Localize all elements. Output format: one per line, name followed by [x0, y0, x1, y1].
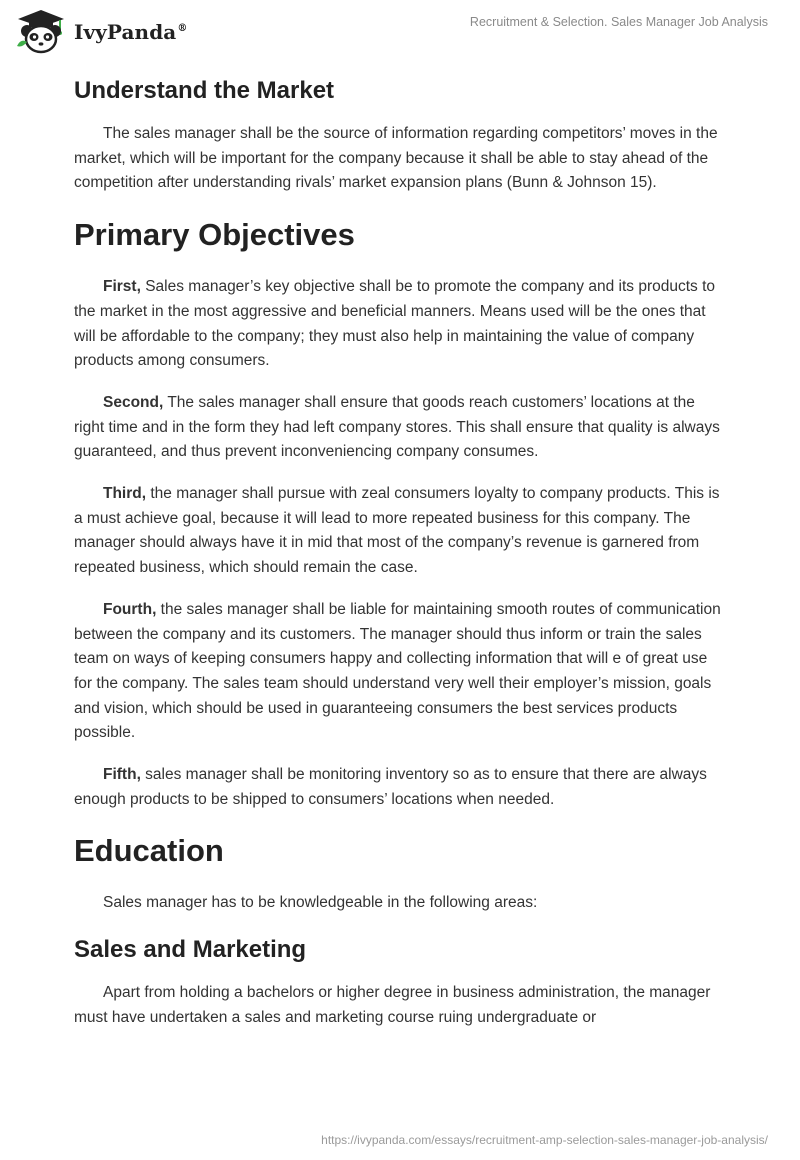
paragraph-market: The sales manager shall be the source of information regarding competitors’ moves in the market, which will be important for the company because it shall be able to stay ahead of the competition after understanding rivals’ market expansion plans (Bunn & Johnson 15). — [74, 125, 718, 192]
objective-first-lead: First, — [103, 278, 141, 296]
objective-third — [74, 482, 724, 581]
page-header — [0, 0, 800, 60]
objective-fifth — [74, 763, 724, 812]
heading-primary-objectives: Primary Objectives — [74, 217, 355, 253]
source-url[interactable]: https://ivypanda.com/essays/recruitment-amp-selection-sales-manager-job-analysis/ — [321, 1133, 768, 1147]
objective-fifth-text: sales manager shall be monitoring inventory so as to ensure that there are always enough products to be shipped to consumers’ locations when needed. — [74, 766, 707, 808]
heading-sales-marketing: Sales and Marketing — [74, 936, 307, 964]
document-title: Recruitment & Selection. Sales Manager Job Analysis — [469, 15, 768, 29]
objective-fourth-lead: Fourth, — [103, 600, 157, 618]
paragraph-sales-marketing: Apart from holding a bachelors or higher degree in business administration, the manager must have undertaken a sales and marketing course ruing undergraduate or — [74, 984, 711, 1026]
ivypanda-logo[interactable] — [14, 8, 187, 54]
objective-third-text: the manager shall pursue with zeal consumers loyalty to company products. This is a must achieve goal, because it will lead to more repeated business for this company. The manager should always have it in mid that most of the company’s revenue is garnered from repeated business, which should remain the case. — [74, 485, 720, 577]
objective-fourth-text: the sales manager shall be liable for maintaining smooth routes of communication between the company and its customers. The manager should thus inform or train the sales team on ways of keeping consumers happy and collecting information that will e of great use for the company. The sales team should understand very well their employer’s mission, goals and vision, which should be used in guaranteeing consumers the best services products possible. — [74, 600, 721, 742]
objective-fifth-lead: Fifth, — [103, 766, 141, 784]
objective-second-text: The sales manager shall ensure that goods reach customers’ locations at the right time and in the form they had left company stores. This shall ensure that quality is always guaranteed, and thus prevent inconveniencing company consumes. — [74, 393, 720, 461]
heading-education: Education — [74, 833, 224, 869]
objective-first-text: Sales manager’s key objective shall be to promote the company and its products to the market in the most aggressive and beneficial manners. Means used will be the ones that will be affordable to the company; they must also help in maintaining the value of company products among consumers. — [74, 278, 716, 370]
objective-first — [74, 275, 724, 374]
paragraph-education: Sales manager has to be knowledgeable in the following areas: — [103, 894, 538, 912]
essay-content — [74, 72, 724, 1031]
objective-second — [74, 391, 724, 465]
logo-wordmark: IvyPanda® — [74, 20, 188, 44]
objective-second-lead: Second, — [103, 393, 164, 411]
objective-fourth — [74, 598, 724, 746]
heading-understand-market: Understand the Market — [74, 77, 335, 104]
panda-graduate-icon — [14, 8, 68, 54]
objective-third-lead: Third, — [103, 485, 147, 503]
